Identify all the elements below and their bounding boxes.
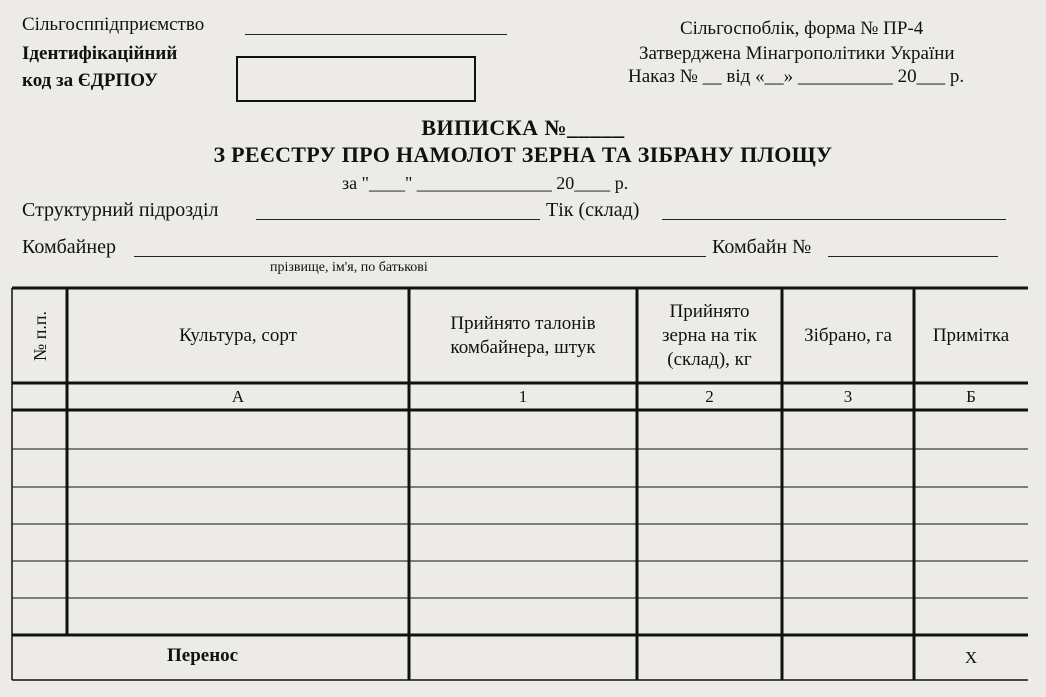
order-line: Наказ № __ від «__» __________ 20___ р. <box>628 66 965 87</box>
column-header-area: Зібрано, га <box>804 324 892 346</box>
document-title: ВИПИСКА №_____ <box>421 115 625 140</box>
carry-over-label: Перенос <box>167 645 239 666</box>
operator-label: Комбайнер <box>22 236 116 258</box>
division-label: Структурний підрозділ <box>22 199 219 221</box>
column-code-tickets: 1 <box>518 386 528 406</box>
operator-hint: прізвище, ім'я, по батькові <box>270 260 428 275</box>
column-header-number <box>12 288 67 383</box>
combine-label: Комбайн № <box>712 236 812 258</box>
carry-over-note: Х <box>964 647 978 667</box>
column-header-number-text: № п.п. <box>29 310 50 361</box>
approval-line: Затверджена Мінагрополітики України <box>639 43 955 64</box>
column-header-note: Примітка <box>932 324 1010 346</box>
id-code-label-line2: код за ЄДРПОУ <box>22 70 158 91</box>
column-header-grain: Прийнято зерна на тік (склад), кг <box>662 300 757 370</box>
date-line: за "____" _______________ 20____ р. <box>342 173 629 193</box>
column-code-crop: А <box>231 386 245 406</box>
column-header-crop: Культура, сорт <box>179 324 297 346</box>
storage-label: Тік (склад) <box>546 199 640 221</box>
column-code-note: Б <box>966 386 976 406</box>
id-code-label-line1: Ідентифікаційний <box>22 43 178 64</box>
enterprise-label: Сільгосппідприємство <box>22 14 205 35</box>
column-code-area: 3 <box>843 386 853 406</box>
column-header-tickets: Прийнято талонів комбайнера, штук <box>450 312 596 358</box>
document-subtitle: З РЕЄСТРУ ПРО НАМОЛОТ ЗЕРНА ТА ЗІБРАНУ ПЛОЩУ <box>213 142 833 167</box>
form-number: Сільгоспоблік, форма № ПР-4 <box>680 18 924 39</box>
column-code-grain: 2 <box>705 386 714 406</box>
